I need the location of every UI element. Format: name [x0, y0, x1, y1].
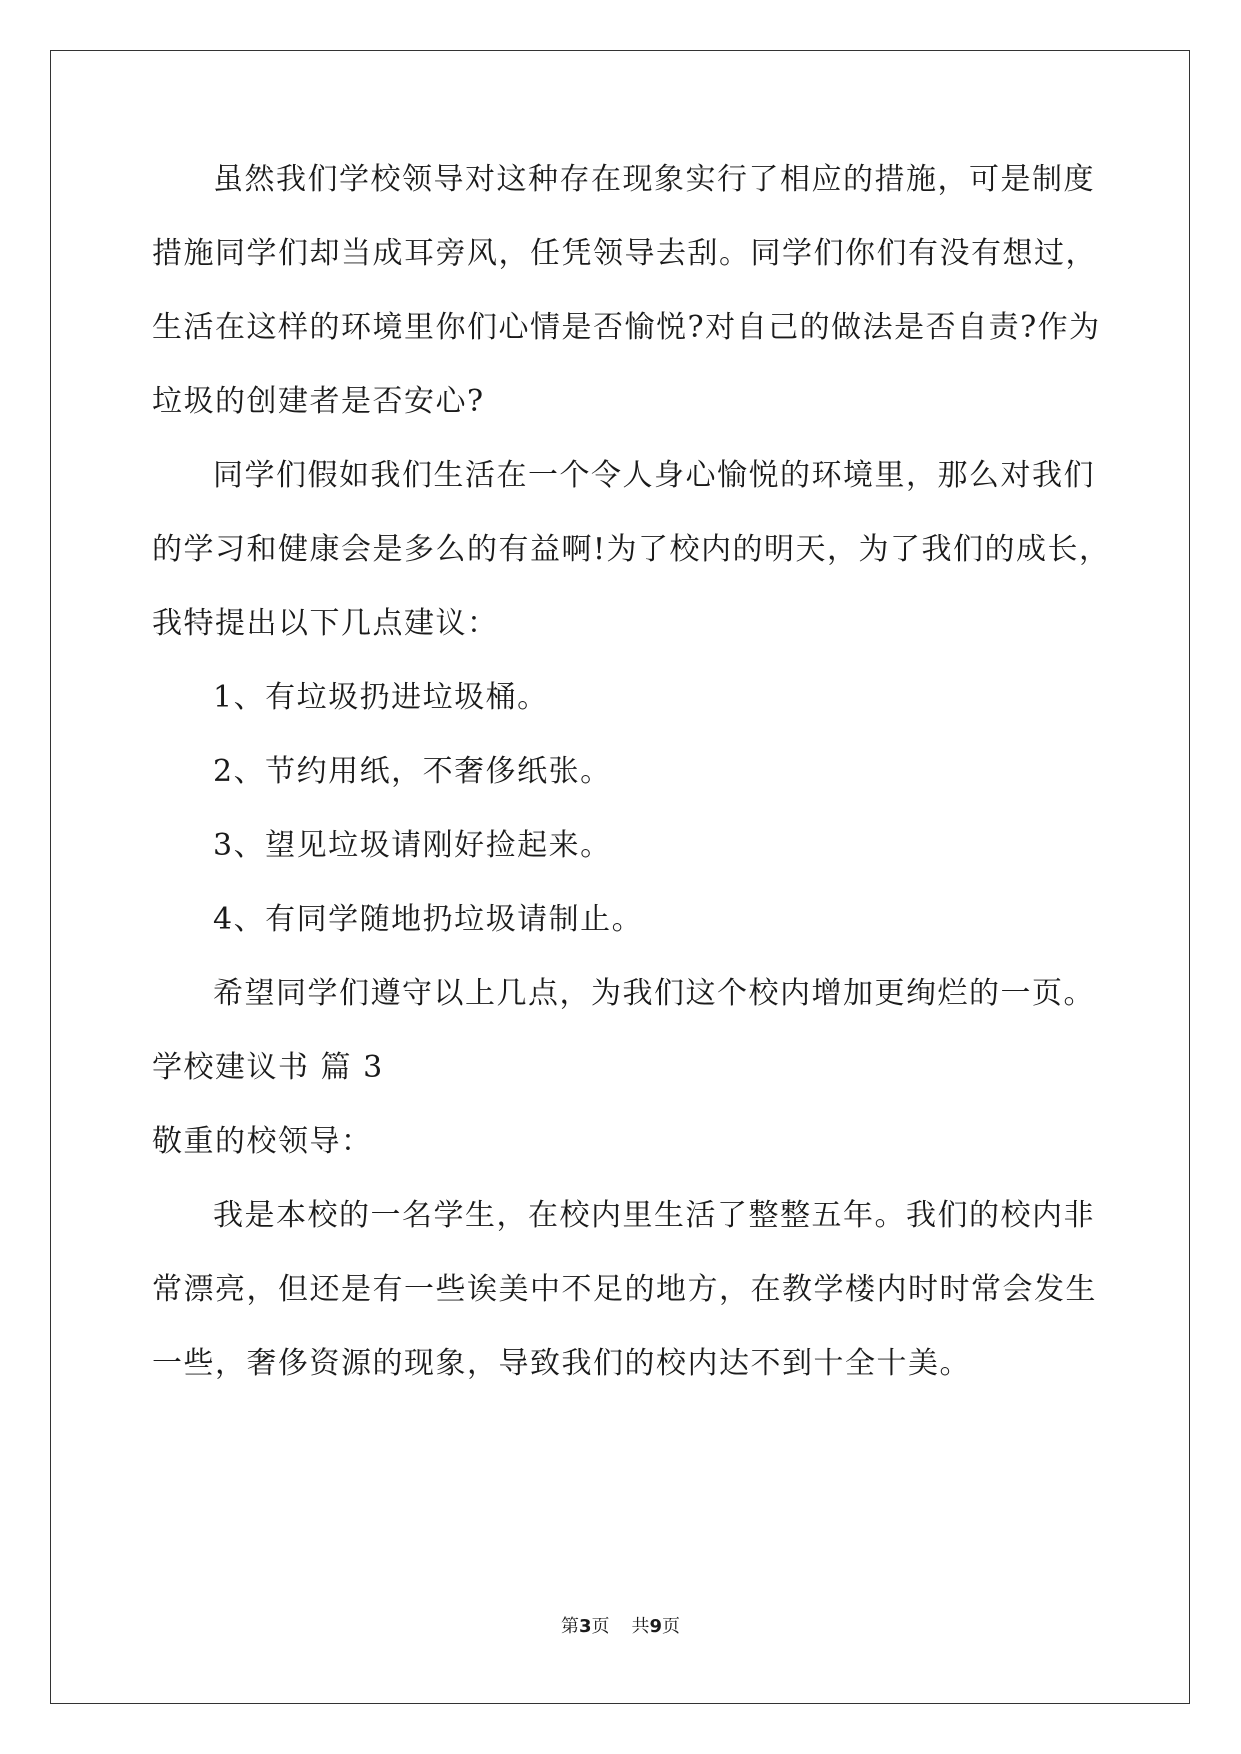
list-item: 4、有同学随地扔垃圾请制止。: [213, 902, 644, 937]
paragraph-line: 的学习和健康会是多么的有益啊!为了校内的明天，为了我们的成长，: [152, 532, 1111, 567]
paragraph-line: 一些，奢侈资源的现象，导致我们的校内达不到十全十美。: [152, 1346, 971, 1381]
paragraph-line: 希望同学们遵守以上几点，为我们这个校内增加更绚烂的一页。: [213, 976, 1095, 1011]
page-suffix: 页: [591, 1616, 610, 1637]
paragraph-line: 同学们假如我们生活在一个令人身心愉悦的环境里，那么对我们: [213, 458, 1095, 493]
paragraph-line: 我是本校的一名学生，在校内里生活了整整五年。我们的校内非: [213, 1198, 1095, 1233]
list-item: 3、望见垃圾请刚好捡起来。: [213, 828, 612, 863]
paragraph-line: 生活在这样的环境里你们心情是否愉悦?对自己的做法是否自责?作为: [152, 310, 1101, 345]
list-item: 1、有垃圾扔进垃圾桶。: [213, 680, 549, 715]
list-item: 2、节约用纸，不奢侈纸张。: [213, 754, 612, 789]
section-heading: 学校建议书 篇 3: [152, 1050, 384, 1085]
page-total: 9: [649, 1616, 663, 1637]
page-prefix: 第: [560, 1616, 579, 1637]
total-suffix: 页: [662, 1616, 681, 1637]
page-number: 3: [578, 1616, 592, 1637]
paragraph-line: 垃圾的创建者是否安心?: [152, 384, 485, 419]
total-prefix: 共: [631, 1616, 650, 1637]
paragraph-line: 措施同学们却当成耳旁风，任凭领导去刮。同学们你们有没有想过，: [152, 236, 1097, 271]
page-frame: [50, 50, 1190, 1704]
salutation: 敬重的校领导：: [152, 1124, 373, 1159]
paragraph-line: 我特提出以下几点建议：: [152, 606, 499, 641]
page-footer: [0, 1615, 1241, 1639]
paragraph-line: 常漂亮，但还是有一些诶美中不足的地方，在教学楼内时时常会发生: [152, 1272, 1097, 1307]
paragraph-line: 虽然我们学校领导对这种存在现象实行了相应的措施，可是制度: [213, 162, 1095, 197]
